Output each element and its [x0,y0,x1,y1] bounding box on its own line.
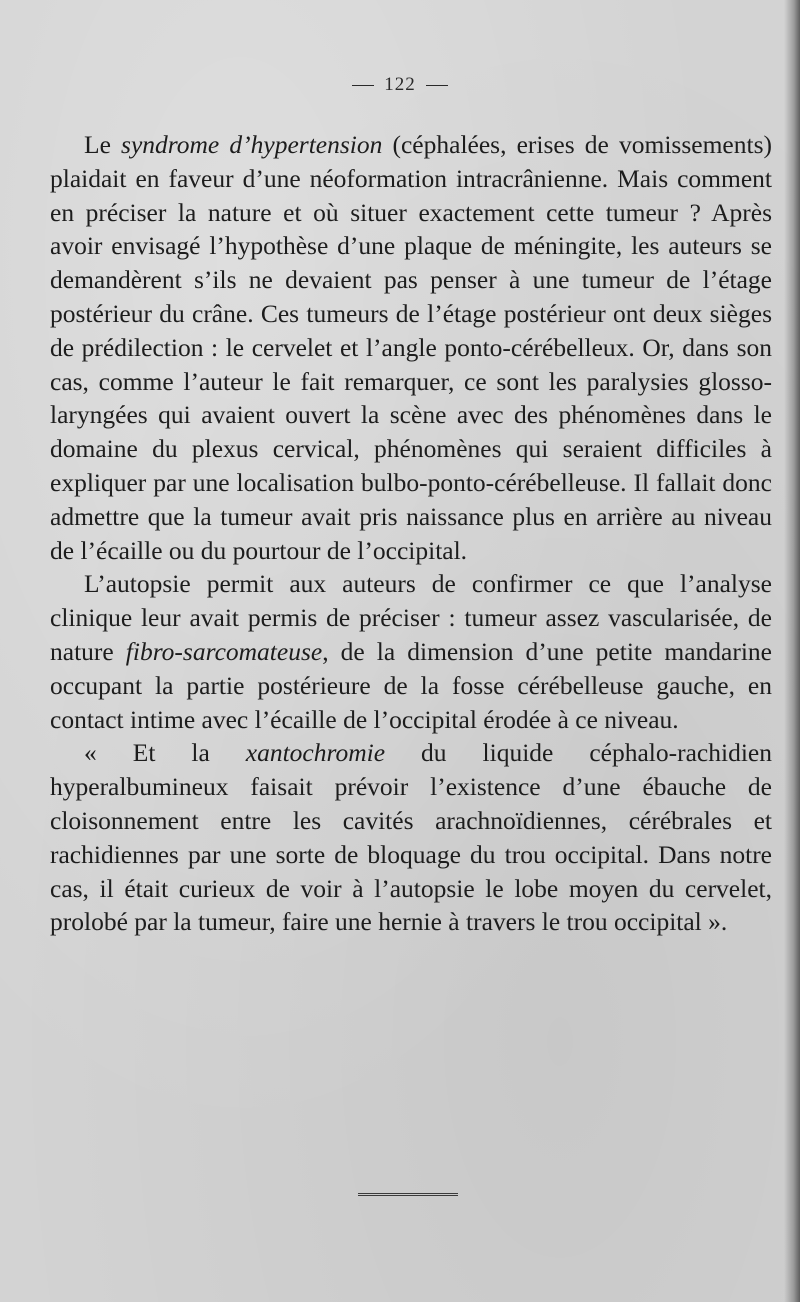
end-rule [358,1193,458,1196]
page-number [0,74,800,96]
paragraph-2-italic: fibro-sarcomateuse [125,636,323,666]
page-number-value: 122 [384,74,416,95]
paragraph-3 [50,736,772,939]
paragraph-3-text-a: « Et la [84,738,246,768]
paragraph-2 [50,567,772,736]
paragraph-2-text-a: L’autopsie permit aux auteurs de confirmer ce que l’analyse clinique leur avait permis de préciser : tumeur assez vascularisée, de nature [50,569,772,666]
paragraph-1-text-b: (céphalées, erises de vomissements) plaidait en faveur d’une néoformation intracrânienne. Mais comment en préciser la nature et où situer exactement cette tumeur ? Après avoir envisagé l’hypothèse d’une plaque de méningite, les auteurs se demandèrent s’ils ne devaient pas penser à une tumeur de l’étage postérieur du crâne. Ces tumeurs de l’étage postérieur ont deux sièges de prédilection : le cervelet et l’angle ponto-cérébelleux. Or, dans son cas, comme l’auteur le fait remarquer, ce sont les paralysies glosso-laryngées qui avaient ouvert la scène avec des phénomènes dans le domaine du plexus cervical, phénomènes qui seraient difficiles à expliquer par une localisation bulbo-ponto-cérébelleuse. Il fallait donc admettre que la tumeur avait pris naissance plus en arrière au niveau de l’écaille ou du pourtour de l’occipital. [50,130,772,565]
body-text [50,128,772,939]
paragraph-3-text-b: du liquide céphalo-rachidien hyperalbumineux faisait prévoir l’existence d’une ébauche de cloisonnement entre les cavités arachnoïdiennes, cérébrales et rachidiennes par une sorte de bloquage du trou occipital. Dans notre cas, il était curieux de voir à l’autopsie le lobe moyen du cervelet, prolobé par la tumeur, faire une hernie à travers le trou occipital ». [50,738,772,937]
paragraph-1 [50,128,772,567]
paragraph-1-italic: syndrome d’hypertension [121,130,383,159]
paragraph-2-text-b: , de la dimension d’une petite mandarine occupant la partie postérieure de la fosse cérébelleuse gauche, en contact intime avec l’écaille de l’occipital érodée à ce niveau. [50,636,772,734]
paragraph-3-italic: xantochromie [245,738,386,768]
page-number-dash-right [426,85,448,86]
page-edge-shadow [784,0,800,1302]
page-number-dash-left [352,85,374,86]
paragraph-1-text-a: Le [84,130,122,159]
